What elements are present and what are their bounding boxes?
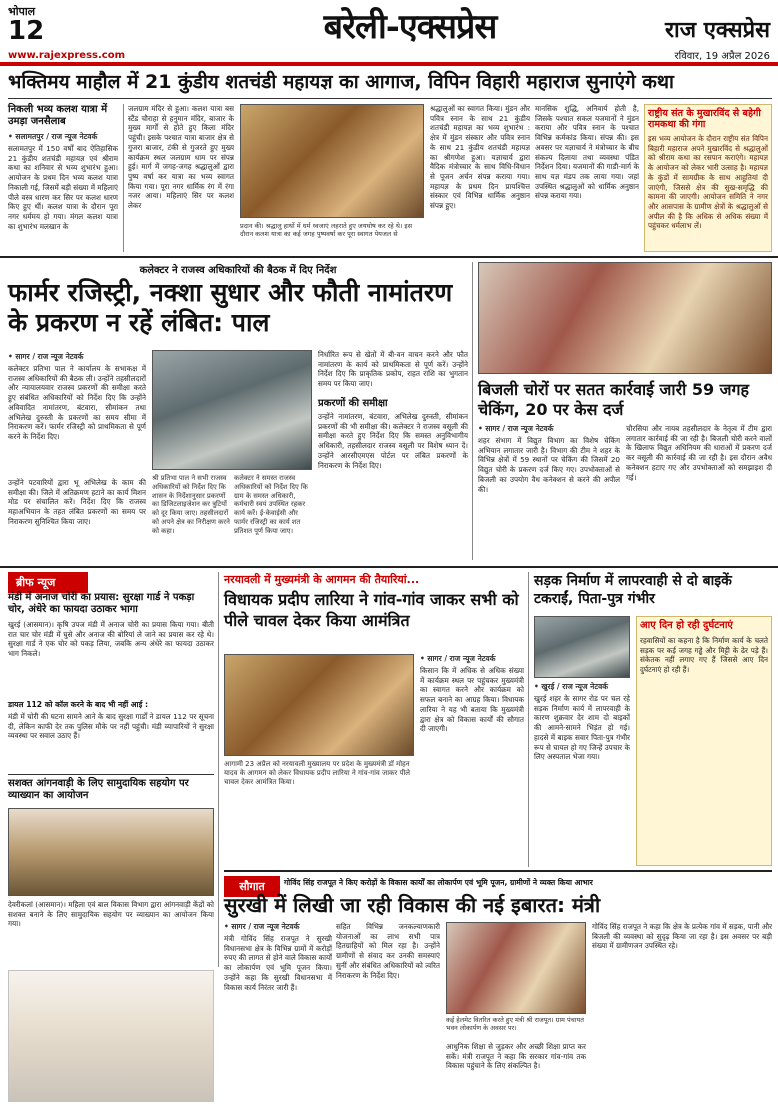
story5-body: खुरई शहर के सागर रोड पर चल रहे सड़क निर्माण कार्य में लापरवाही के कारण शुक्रवार देर शाम दो बाइकों की आमने-सामने भिड़ंत हो गई। हादसे में बाइक सवार पिता-पुत्र गंभीर रूप से घायल हो गए जिन्हें उपचार के लिए अस्पताल भेजा गया। (534, 694, 630, 762)
website-link[interactable]: www.rajexpress.com (8, 50, 126, 61)
brief-rule (8, 774, 214, 775)
brief-item1-headline[interactable]: मंडी में अनाज चोरी का प्रयास: सुरक्षा गार्ड ने पकड़ा चोर, अंधेरे का फायदा उठाकर भागा (8, 592, 195, 615)
section-title: बरेली-एक्सप्रेस (323, 7, 497, 47)
story1-body-col1: सलामतपुर में 150 वर्षों बाद ऐतिहासिक 21 कुंडीय शतचंडी महायज्ञ एवं श्रीराम कथा का शनिवार से भव्य शुभारंभ हुआ। आयोजन के प्रथम दिन भव्य कलश यात्रा निकाली गई, जिसमें बड़ी संख्या में महिलाएं पीले वस्त्र धारण कर सिर पर कलश धारण किए हुए थीं। कलश यात्रा के दौरान पूरा नगर धर्ममय हो गया। मंगल कलश यात्रा का शुभारंभ मलखान के (8, 144, 118, 231)
brief-item2-caption: देवरीकलां (आसमान)। महिला एवं बाल विकास विभाग द्वारा आंगनवाड़ी केंद्रों को सशक्त बनाने के लिए सामुदायिक सहयोग पर व्याख्यान का आयोजन किया गया। (8, 900, 214, 929)
story2-kicker: कलेक्टर ने राजस्व अधिकारियों की बैठक में दिए निर्देश (139, 265, 337, 276)
section-divider (0, 566, 778, 568)
story6-body-col4: गोविंद सिंह राजपूत ने कहा कि क्षेत्र के प्रत्येक गांव में सड़क, पानी और बिजली की व्यवस्था को सुदृढ़ किया जा रहा है। इस अवसर पर बड़ी संख्या में ग्रामीणजन उपस्थित रहे। (592, 922, 772, 951)
story3-body-col2: चौरसिया और नायब तहसीलदार के नेतृत्व में टीम द्वारा लगातार कार्रवाई की जा रही है। बिजली चोरी करने वालों के खिलाफ विद्युत अधिनियम की धाराओं में प्रकरण दर्ज कर वसूली की कार्रवाई की जा रही है। इस दौरान अवैध कनेक्शन हटाए गए और उपभोक्ताओं को समझाइश दी गई। (626, 424, 772, 482)
brief-item2-headline[interactable]: सशक्त आंगनवाड़ी के लिए सामुदायिक सहयोग पर व्याख्यान का आयोजन (8, 778, 189, 801)
col-divider (472, 262, 473, 560)
story3-body-col1: शहर संभाग में विद्युत विभाग का विशेष चेकिंग अभियान लगातार जारी है। विभाग की टीम ने शहर के विभिन्न क्षेत्रों में 59 स्थानों पर चेकिंग की जिसमें 20 विद्युत चोरी के प्रकरण दर्ज किए गए। उपभोक्ताओं से बिजली का उपयोग वैध कनेक्शन से करने की अपील की। (478, 436, 620, 494)
story1-body-col2: जलग्राम मंदिर से हुआ। कलश यात्रा बस स्टैंड चौराहा से हनुमान मंदिर, बाजार के मुख्य मार्गों से होते हुए किला मंदिर पहुंची। इसके पश्चात यात्रा बाजार क्षेत्र से गुजरा बाजार, टंकी से गुजरते हुए मुख्य कार्यक्रम स्थल जलग्राम धाम पर संपन्न हुई। मार्ग में जगह-जगह श्रद्धालुओं द्वारा पुष्प वर्षा कर यात्रा का भव्य स्वागत किया गया। पूरा नगर धार्मिक रंग में रंगा नजर आया। महिलाएं सिर पर कलश लेकर (128, 104, 234, 211)
story1-headline[interactable]: भक्तिमय माहौल में 21 कुंडीय शतचंडी महायज्ञ का आगाज, विपिन विहारी महाराज सुनाएंगे कथा (8, 71, 674, 93)
brief-news-label: ब्रीफ न्यूज (8, 572, 88, 593)
story5-box-heading: आए दिन हो रही दुर्घटनाएं (640, 620, 733, 631)
story2-caption2: कलेक्टर ने समस्त राजस्व अधिकारियों को निर्देश दिए कि ग्राम के समस्त अधिकारी, कर्मचारी स्वयं उपस्थित रहकर कार्य करें। ई-केवाईसी और फार्मर रजिस्ट्री का कार्य शत प्रतिशत पूर्ण किया जाए। (234, 474, 308, 535)
brief-item1-body: खुरई (आसमान)। कृषि उपज मंडी में अनाज चोरी का प्रयास किया गया। बीती रात चार चोर मंडी में घुसे और अनाज की बोरियां ले जाने का प्रयास कर रहे थे। सुरक्षा गार्ड ने एक चोर को पकड़ लिया, जबकि अन्य अंधेरे का फायदा उठाकर भाग निकले। (8, 620, 214, 659)
story5-byline: • खुरई / राज न्यूज नेटवर्क (534, 682, 609, 691)
story2-body-col3: निर्धारित रूप से खेतों में बी-वन वाचन करने और फौत नामांतरण के कार्य को प्राथमिकता से पूर्ण करें। उन्होंने निर्देश दिए कि प्राकृतिक प्रकोप, राहत राशि का भुगतान समय पर किया जाए। (318, 350, 468, 389)
story1-body-col3: श्रद्धालुओं का स्वागत किया। मुंडन और पवित्र स्नान के साथ 21 कुंडीय शतचंडी महायज्ञ का भव्य शुभारंभ : क्षेत्र में मुंडन संस्कार और पवित्र स्नान के साथ 21 कुंडीय शतचंडी महायज्ञ का श्रीगणेश हुआ। यज्ञाचार्य द्वारा वैदिक मंत्रोच्चार के साथ विधि-विधान से पूजन अर्चन संपन्न कराया गया। महायज्ञ के प्रथम दिन प्रायश्चित्त संस्कार एवं विभिन्न धार्मिक अनुष्ठान संपन्न हुए। (430, 104, 530, 211)
story4-headline[interactable]: विधायक प्रदीप लारिया ने गांव-गांव जाकर सभी को पीले चावल देकर किया आमंत्रित (224, 590, 519, 630)
col-divider (218, 572, 219, 967)
story4-kicker: नरयावली में मुख्यमंत्री के आगमन की तैयारियां... (224, 573, 420, 586)
story2-caption: श्री प्रतिभा पाल ने सभी राजस्व अधिकारियों को निर्देश दिए कि शासन के निर्देशानुसार प्रकरणों का डिजिटलाइजेशन कर त्रुटियों को दूर किया जाए। तहसीलदारों को अपने क्षेत्र का निरीक्षण करने को कहा। (152, 474, 230, 535)
story6-headline[interactable]: सुरखी में लिखी जा रही विकास की नई इबारत: मंत्री (224, 893, 601, 917)
story5-box-body: रहवासियों का कहना है कि निर्माण कार्य के चलते सड़क पर कई जगह गड्ढे और मिट्टी के ढेर पड़े हैं। संकेतक नहीं लगाए गए हैं जिससे आए दिन दुर्घटनाएं हो रही हैं। (640, 636, 768, 675)
story4-body: किसान कि में अधिक से अधिक संख्या में कार्यक्रम स्थल पर पहुंचकर मुख्यमंत्री का स्वागत करने और कार्यक्रम को सफल बनाने का आग्रह किया। विधायक लारिया ने यह भी बताया कि मुख्यमंत्री द्वारा क्षेत्र को विकास कार्यों की सौगात दी जाएगी। (420, 666, 524, 734)
story6-body-col1: मंत्री गोविंद सिंह राजपूत ने सुरखी विधानसभा क्षेत्र के विभिन्न ग्रामों में करोड़ों रुपए की लागत से होने वाले विकास कार्यों का लोकार्पण एवं भूमि पूजन किया। उन्होंने कहा कि सुरखी विधानसभा में विकास कार्य निरंतर जारी हैं। (224, 934, 332, 992)
page-number: 12 (8, 16, 45, 46)
brief-item1-body2: मंडी में चोरी की घटना सामने आने के बाद सुरक्षा गार्डों ने डायल 112 पर सूचना दी, लेकिन काफी देर तक पुलिस मौके पर नहीं पहुंची। मंडी व्यापारियों ने सुरक्षा व्यवस्था पर सवाल उठाए हैं। (8, 712, 214, 741)
story5-headline[interactable]: सड़क निर्माण में लापरवाही से दो बाइकें टकराईं, पिता-पुत्र गंभीर (534, 573, 732, 608)
masthead-rule (0, 62, 778, 66)
story6-kicker: गोविंद सिंह राजपूत ने किए करोड़ों के विकास कार्यों का लोकार्पण एवं भूमि पूजन, ग्रामीणों ने व्यक्त किया आभार (284, 878, 593, 887)
story2-body-col1: कलेक्टर प्रतिभा पाल ने कार्यालय के सभाकक्ष में राजस्व अधिकारियों की बैठक ली। उन्होंने तहसीलदारों और न्यायालयवार राजस्व प्रकरणों की समीक्षा करते हुए संबंधित अधिकारियों को निर्देश दिए कि उन्होंने अविवादित नामांतरण, बंटवारा, सीमांकन तथा अभिलेख दुरुस्ती के प्रकरणों का समय सीमा में निराकरण करें। फार्मर रजिस्ट्री को प्राथमिकता से पूर्ण करने के निर्देश दिए। (8, 364, 146, 442)
minister-photo (446, 922, 586, 1014)
story1-sidebar-heading: राष्ट्रीय संत के मुखारविंद से बहेगी रामकथा की गंगा (648, 108, 761, 131)
meeting-photo (152, 350, 312, 470)
story1-sidebar-body: इस भव्य आयोजन के दौरान राष्ट्रीय संत विपिन बिहारी महाराज अपने मुखारविंद से श्रद्धालुओं को श्रीराम कथा का रसपान कराएंगे। महायज्ञ के आयोजन को लेकर भारी उत्साह है। महायज्ञ के कुंडों में सामग्रीक के साथ आहुतियां दी जाएंगी, जिससे क्षेत्र की सुख-समृद्धि की कामना की जाएगी। आयोजन समिति ने नगर और आसपास के ग्रामीण क्षेत्रों के श्रद्धालुओं से अपील की है कि अधिक से अधिक संख्या में पहुंचकर धर्मलाभ लें। (648, 134, 768, 231)
bottom-left-image (8, 970, 214, 1102)
publish-date: रविवार, 19 अप्रैल 2026 (674, 51, 770, 62)
story4-byline: • सागर / राज न्यूज नेटवर्क (420, 654, 496, 663)
accident-photo (534, 616, 630, 678)
mla-village-photo (224, 654, 414, 756)
story1-subhead: निकली भव्य कलश यात्रा में उमड़ा जनसैलाब (8, 104, 108, 127)
story6-body-col3: आधुनिक शिक्षा से जुड़कर और अच्छी शिक्षा प्राप्त कर सकें। मंत्री राजपूत ने कहा कि सरकार गांव-गांव तक विकास पहुंचाने के लिए संकल्पित है। (446, 1042, 586, 1071)
story6-tag: सौगात (224, 876, 280, 897)
section-divider (224, 870, 772, 872)
story1-rule (8, 98, 772, 99)
story1-caption: प्रदान की। श्रद्धालु हाथों में धर्म ध्वजाएं लहराते हुए जयघोष कर रहे थे। इस दौरान कलश यात्रा का कई जगह पुष्पवर्षा कर पूरा स्वागत पेयजल से (240, 222, 413, 239)
col-divider (528, 572, 529, 867)
yagna-photo (240, 104, 424, 218)
story6-byline: • सागर / राज न्यूज नेटवर्क (224, 922, 300, 931)
brief-item1-subhead: डायल 112 को कॉल करने के बाद भी नहीं आई : (8, 700, 148, 709)
newspaper-brand: राज एक्सप्रेस (665, 18, 770, 43)
anganwadi-photo (8, 808, 214, 896)
story6-caption: कई हेलमेट वितरित करते हुए मंत्री श्री राजपूत। ग्राम पंचायत भवन लोकार्पण के अवसर पर। (446, 1016, 584, 1033)
story2-subhead: प्रकरणों की समीक्षा (318, 398, 388, 409)
story4-caption: आगामी 23 अप्रैल को नरयावली मुख्यालय पर प्रदेश के मुख्यमंत्री डॉ मोहन यादव के आगमन को लेकर विधायक प्रदीप लारिया ने गांव-गांव जाकर पीले चावल देकर आमंत्रित किया। (224, 760, 411, 787)
story2-body-col3b: उन्होंने नामांतरण, बंटवारा, अभिलेख दुरुस्ती, सीमांकन प्रकरणों की भी समीक्षा की। कलेक्टर ने राजस्व वसूली की समीक्षा करते हुए निर्देश दिए कि समस्त अनुविभागीय अधिकारी, तहसीलदार राजस्व वसूली पर विशेष ध्यान दें। उन्होंने आरसीएमएस पोर्टल पर लंबित प्रकरणों के निराकरण के निर्देश दिए। (318, 412, 468, 470)
story2-headline[interactable]: फार्मर रजिस्ट्री, नक्शा सुधार और फौती नामांतरण के प्रकरण न रहें लंबित: पाल (8, 278, 453, 337)
story1-body-col4: मानसिक शुद्धि, अनिवार्य होती है, जिसके पश्चात सकल यजमानों ने मुंडन कराया और पवित्र स्नान के पश्चात विभिन्न कर्मकांड किया। संपन्न की। इस अवसर पर यज्ञाचार्य ने मंत्रोच्चार के बीच संकल्प दिलाया तथा व्यवस्था पंडित निर्देशन दिया। यजमानों की गाडी-मार्ग के साथ यज्ञ मंडप तक लाया गया। जहां उपस्थित श्रद्धालुओं को धार्मिक अनुष्ठान संपन्न कराया गया। (535, 104, 639, 201)
story2-byline: • सागर / राज न्यूज नेटवर्क (8, 352, 84, 361)
story6-body-col2: सहित विभिन्न जनकल्याणकारी योजनाओं का लाभ सभी पात्र हितग्राहियों को मिल रहा है। उन्होंने ग्रामीणों से संवाद कर उनकी समस्याएं सुनीं और संबंधित अधिकारियों को त्वरित निराकरण के निर्देश दिए। (336, 922, 440, 980)
story3-headline[interactable]: बिजली चोरों पर सतत कार्रवाई जारी 59 जगह चेकिंग, 20 पर केस दर्ज (478, 380, 750, 419)
story3-byline: • सागर / राज न्यूज नेटवर्क (478, 424, 554, 433)
story2-body-col1b: उन्होंने पटवारियों द्वारा भू अभिलेख के काम की समीक्षा की। जिले में अतिक्रमण हटाने का कार्य मिशन मोड पर संचालित करें। निर्देश दिए कि राजस्व महाअभियान के तहत लंबित प्रकरणों का समय पर निराकरण सुनिश्चित किया जाए। (8, 478, 146, 526)
col-divider (123, 104, 124, 252)
masthead-city: भोपाल (8, 5, 36, 18)
section-divider (0, 256, 778, 258)
electricity-check-photo (478, 262, 772, 374)
story1-byline: • सलामतपुर / राज न्यूज नेटवर्क (8, 132, 98, 141)
